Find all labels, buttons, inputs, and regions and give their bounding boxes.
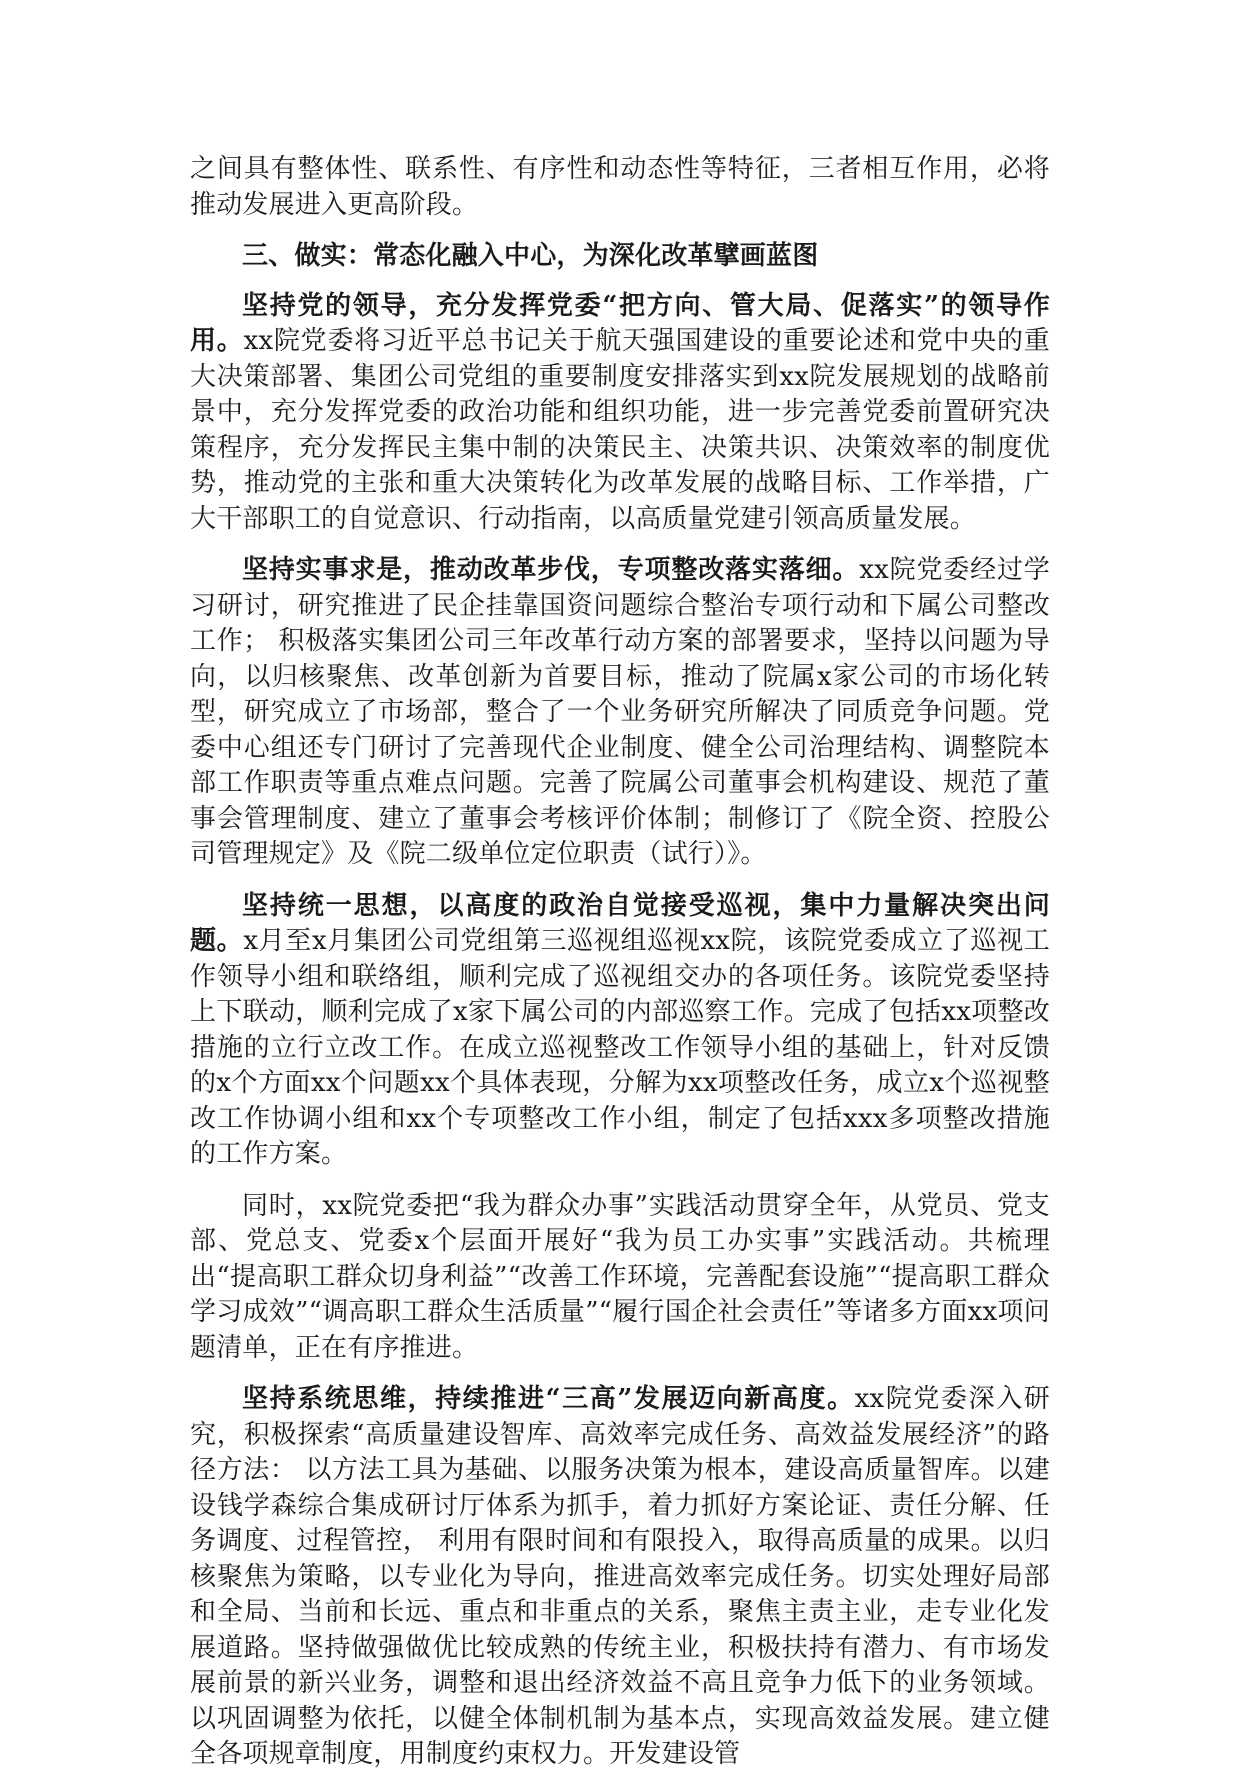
document-page <box>190 152 1050 1789</box>
paragraph-body: 同时，xx院党委把“我为群众办事”实践活动贯穿全年，从党员、党支部、党总支、党委x个层面开展好“我为员工办实事”实践活动。共梳理出“提高职工群众切身利益”“改善工作环境，完善配套设施”“提高职工群众学习成效”“调高职工群众生活质量”“履行国企社会责任”等诸多方面xx项问题清单，正在有序推进。 <box>190 1190 1050 1363</box>
section-paragraph-reform <box>190 553 1050 873</box>
section-paragraph-service <box>190 1189 1050 1367</box>
paragraph-body: x月至x月集团公司党组第三巡视组巡视xx院，该院党委成立了巡视工作领导小组和联络组，顺利完成了巡视组交办的各项任务。该院党委坚持上下联动，顺利完成了x家下属公司的内部巡察工作。完成了包括xx项整改措施的立行立改工作。在成立巡视整改工作领导小组的基础上，针对反馈的x个方面xx个问题xx个具体表现，分解为xx项整改任务，成立x个巡视整改工作协调小组和xx个专项整改工作小组，制定了包括xxx多项整改措施的工作方案。 <box>190 926 1050 1169</box>
section-paragraph-systems <box>190 1382 1050 1773</box>
intro-paragraph <box>190 152 1050 223</box>
section-paragraph-inspection <box>190 889 1050 1173</box>
paragraph-lead: 坚持统一思想，以高度的政治自觉接受巡视，集中力量解决突出问题。 <box>190 890 1050 956</box>
section-paragraph-leadership <box>190 289 1050 538</box>
section-heading: 三、做实：常态化融入中心，为深化改革擘画蓝图 <box>242 241 819 271</box>
paragraph-lead: 坚持系统思维，持续推进“三高”发展迈向新高度。 <box>242 1384 855 1414</box>
paragraph-lead: 坚持实事求是，推动改革步伐，专项整改落实落细。 <box>242 555 860 585</box>
paragraph-body: xx院党委经过学习研讨，研究推进了民企挂靠国资问题综合整治专项行动和下属公司整改工作； 积极落实集团公司三年改革行动方案的部署要求，坚持以问题为导向，以归核聚焦、改革创新为首要目标，推动了院属x家公司的市场化转型，研究成立了市场部，整合了一个业务研究所解决了同质竞争问题。党委中心组还专门研讨了完善现代企业制度、健全公司治理结构、调整院本部工作职责等重点难点问题。完善了院属公司董事会机构建设、规范了董事会管理制度、建立了董事会考核评价体制；制修订了《院全资、控股公司管理规定》及《院二级单位定位职责（试行）》。 <box>190 555 1050 869</box>
intro-text: 之间具有整体性、联系性、有序性和动态性等特征，三者相互作用，必将推动发展进入更高阶段。 <box>190 154 1050 220</box>
paragraph-lead: 坚持党的领导，充分发挥党委“把方向、管大局、促落实”的领导作用。 <box>190 290 1050 356</box>
paragraph-body: xx院党委深入研究，积极探索“高质量建设智库、高效率完成任务、高效益发展经济”的路径方法： 以方法工具为基础、以服务决策为根本，建设高质量智库。以建设钱学森综合集成研讨厅体系为抓手，着力抓好方案论证、责任分解、任务调度、过程管控， 利用有限时间和有限投入，取得高质量的成果。以归核聚焦为策略，以专业化为导向，推进高效率完成任务。切实处理好局部和全局、当前和长远、重点和非重点的关系，聚焦主责主业，走专业化发展道路。坚持做强做优比较成熟的传统主业，积极扶持有潜力、有市场发展前景的新兴业务，调整和退出经济效益不高且竞争力低下的业务领域。以巩固调整为依托，以健全体制机制为基本点，实现高效益发展。建立健全各项规章制度，用制度约束权力。开发建设管 <box>190 1384 1050 1769</box>
paragraph-body: xx院党委将习近平总书记关于航天强国建设的重要论述和党中央的重大决策部署、集团公司党组的重要制度安排落实到xx院发展规划的战略前景中，充分发挥党委的政治功能和组织功能，进一步完善党委前置研究决策程序，充分发挥民主集中制的决策民主、决策共识、决策效率的制度优势，推动党的主张和重大决策转化为改革发展的战略目标、工作举措，广大干部职工的自觉意识、行动指南，以高质量党建引领高质量发展。 <box>190 326 1051 534</box>
